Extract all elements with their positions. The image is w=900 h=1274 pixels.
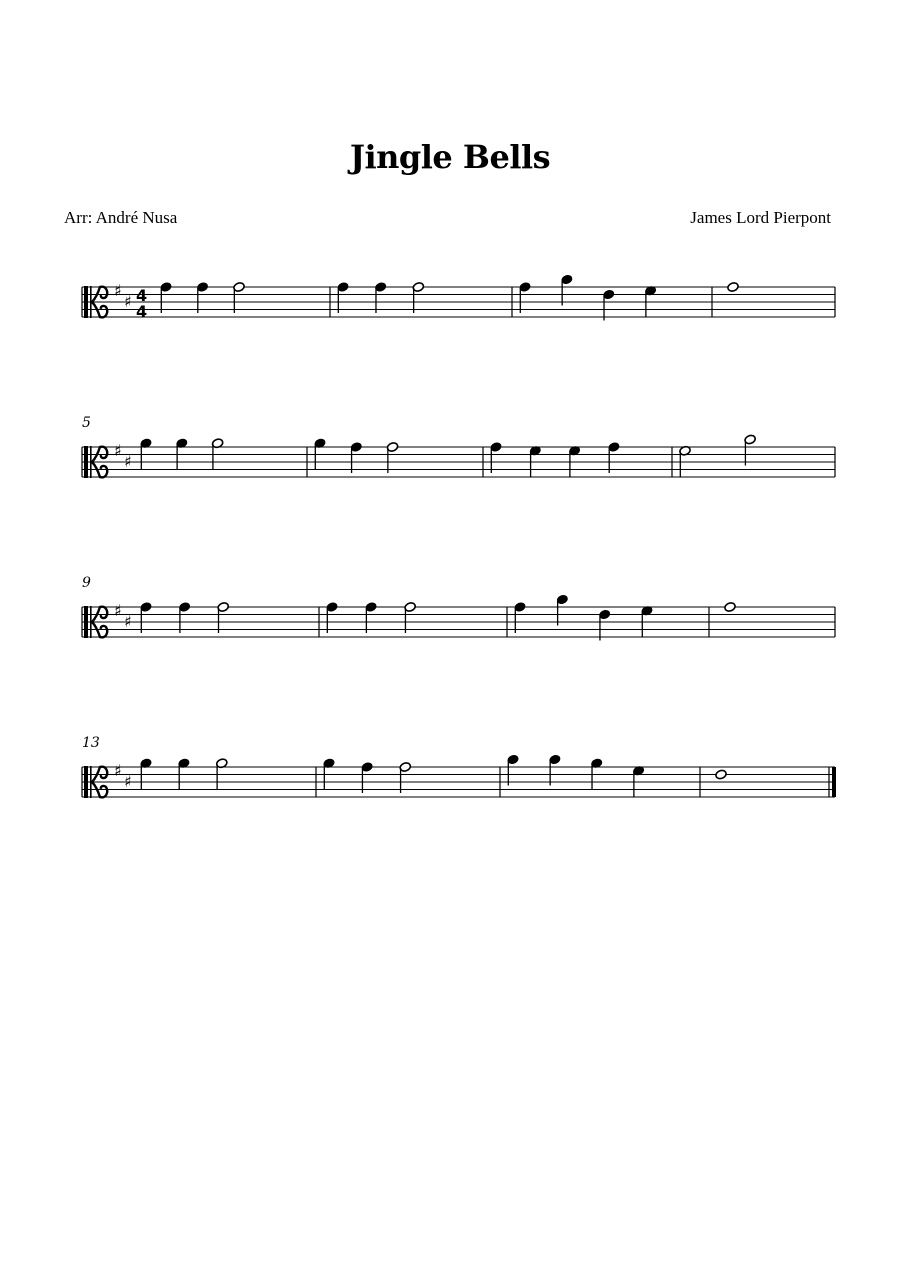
note: [196, 282, 208, 313]
staff-system: [82, 735, 836, 798]
note: [529, 445, 541, 476]
key-signature-sharp: ♯: [114, 280, 122, 300]
note: [350, 442, 362, 473]
notehead: [724, 602, 736, 613]
note: [178, 602, 190, 633]
note: [211, 438, 223, 469]
note: [632, 765, 644, 796]
note: [374, 282, 386, 313]
notehead: [715, 769, 727, 780]
note: [216, 758, 228, 789]
note: [561, 274, 573, 305]
note: [715, 769, 727, 780]
key-signature-sharp: ♯: [114, 440, 122, 460]
note: [641, 605, 653, 636]
clef-bar-thick: [84, 286, 88, 318]
note: [514, 602, 526, 633]
clef-bar-thick: [84, 606, 88, 638]
note: [644, 285, 656, 316]
note: [323, 758, 335, 789]
note: [217, 602, 229, 633]
note: [603, 289, 615, 320]
note: [140, 438, 152, 469]
note: [140, 758, 152, 789]
note: [399, 762, 411, 793]
clef-bar-thin: [90, 446, 92, 478]
clef-bar-thick: [84, 446, 88, 478]
staff-system: [82, 575, 835, 641]
note: [519, 282, 531, 313]
key-signature-sharp: ♯: [124, 292, 132, 311]
note: [160, 282, 172, 313]
composer-credit: James Lord Pierpont: [690, 208, 831, 227]
key-signature-sharp: ♯: [124, 452, 132, 471]
note: [507, 754, 519, 785]
clef-bar-thin: [90, 286, 92, 318]
final-barline-thick: [832, 767, 836, 797]
note: [140, 602, 152, 633]
note: [233, 282, 245, 313]
note: [744, 434, 756, 465]
page-title: Jingle Bells: [349, 138, 551, 176]
clef-bar-thin: [90, 606, 92, 638]
note: [337, 282, 349, 313]
key-signature-sharp: ♯: [124, 612, 132, 631]
note: [591, 758, 603, 789]
clef-bar-thick: [84, 766, 88, 798]
note: [724, 602, 736, 613]
key-signature-sharp: ♯: [124, 772, 132, 791]
time-signature-numerator: 4: [136, 286, 148, 305]
note: [314, 438, 326, 469]
key-signature-sharp: ♯: [114, 600, 122, 620]
key-signature-sharp: ♯: [114, 760, 122, 780]
note: [727, 282, 739, 293]
clef-bar-thin: [90, 766, 92, 798]
measure-number: 9: [82, 575, 91, 591]
note: [326, 602, 338, 633]
note: [679, 445, 691, 476]
note: [386, 442, 398, 473]
measure-number: 5: [82, 415, 91, 431]
staff-system: [82, 415, 835, 478]
time-signature-denominator: 4: [136, 302, 148, 321]
note: [490, 442, 502, 473]
note: [598, 609, 610, 640]
note: [178, 758, 190, 789]
note: [176, 438, 188, 469]
arranger-credit: Arr: André Nusa: [64, 208, 178, 227]
note: [549, 754, 561, 785]
notehead: [727, 282, 739, 293]
note: [556, 594, 568, 625]
note: [365, 602, 377, 633]
note: [608, 442, 620, 473]
staff-system: [82, 274, 835, 321]
note: [404, 602, 416, 633]
note: [412, 282, 424, 313]
note: [361, 762, 373, 793]
note: [568, 445, 580, 476]
measure-number: 13: [82, 735, 100, 751]
